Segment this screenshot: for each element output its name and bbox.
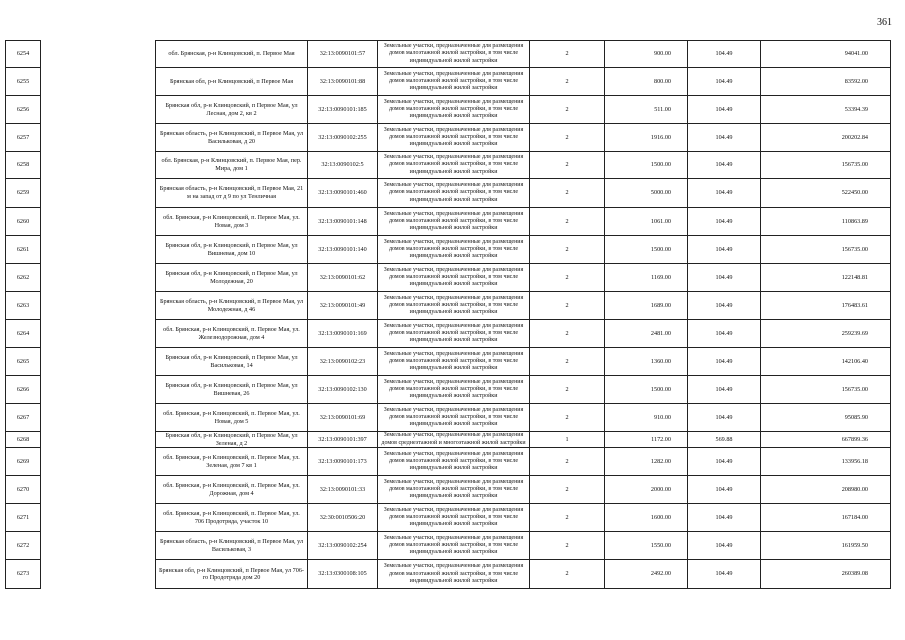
row-number-cell: 6269	[6, 448, 41, 476]
blank-cell	[41, 320, 156, 348]
cadastral-number-cell: 32:13:0090101:62	[308, 264, 378, 292]
blank-cell	[41, 236, 156, 264]
address-cell: обл. Брянская, р-н Клинцовский, п. Первое Мая, ул. Новая, дом 3	[156, 208, 308, 236]
table-row	[6, 504, 891, 532]
table-row	[6, 208, 891, 236]
unit-value-cell: 104.49	[688, 404, 761, 432]
use-group-cell: 2	[530, 448, 605, 476]
cadastral-number-cell: 32:13:0300108:105	[308, 560, 378, 589]
cadastral-value-cell: 133956.18	[761, 448, 891, 476]
table-row	[6, 41, 891, 68]
row-number-cell: 6258	[6, 152, 41, 179]
unit-value-cell: 104.49	[688, 560, 761, 589]
unit-value-cell: 104.49	[688, 179, 761, 208]
cadastral-number-cell: 32:13:0090102:254	[308, 532, 378, 560]
area-cell: 1916.00	[605, 124, 688, 152]
use-group-cell: 2	[530, 236, 605, 264]
row-number-cell: 6255	[6, 68, 41, 96]
area-cell: 1061.00	[605, 208, 688, 236]
address-cell: Брянская обл, р-н Клинцовский, п Первое Мая, ул Зеленая, д 2	[156, 432, 308, 448]
address-cell: Брянская обл, р-н Клинцовский, п Первое Мая, ул 706-го Продотряда дом 20	[156, 560, 308, 589]
unit-value-cell: 104.49	[688, 96, 761, 124]
table-row	[6, 292, 891, 320]
area-cell: 1689.00	[605, 292, 688, 320]
use-group-cell: 2	[530, 264, 605, 292]
blank-cell	[41, 348, 156, 376]
area-cell: 1550.00	[605, 532, 688, 560]
row-number-cell: 6270	[6, 476, 41, 504]
land-use-cell: Земельные участки, предназначенные для размещения домов малоэтажной жилой застройки, в том числе индивидуальной жилой застройки	[378, 152, 530, 179]
unit-value-cell: 104.49	[688, 448, 761, 476]
blank-cell	[41, 560, 156, 589]
cadastral-value-cell: 156735.00	[761, 376, 891, 404]
cadastral-number-cell: 32:13:0090101:460	[308, 179, 378, 208]
address-cell: Брянская обл, р-н Клинцовский, п Первое Мая, ул Молодежная, 20	[156, 264, 308, 292]
table-row	[6, 432, 891, 448]
row-number-cell: 6265	[6, 348, 41, 376]
cadastral-value-cell: 522450.00	[761, 179, 891, 208]
cadastral-number-cell: 32:13:0090101:49	[308, 292, 378, 320]
unit-value-cell: 104.49	[688, 320, 761, 348]
table-row	[6, 476, 891, 504]
use-group-cell: 2	[530, 504, 605, 532]
land-use-cell: Земельные участки, предназначенные для размещения домов малоэтажной жилой застройки, в том числе индивидуальной жилой застройки	[378, 179, 530, 208]
use-group-cell: 2	[530, 376, 605, 404]
unit-value-cell: 104.49	[688, 124, 761, 152]
address-cell: Брянская обл, р-н Клинцовский, п Первое Мая, ул Васильковая, 14	[156, 348, 308, 376]
use-group-cell: 2	[530, 152, 605, 179]
table-row	[6, 448, 891, 476]
use-group-cell: 1	[530, 432, 605, 448]
land-use-cell: Земельные участки, предназначенные для размещения домов малоэтажной жилой застройки, в том числе индивидуальной жилой застройки	[378, 292, 530, 320]
table-row	[6, 124, 891, 152]
row-number-cell: 6273	[6, 560, 41, 589]
area-cell: 2492.00	[605, 560, 688, 589]
cadastral-value-table	[5, 40, 891, 589]
cadastral-value-cell: 95085.90	[761, 404, 891, 432]
cadastral-number-cell: 32:13:0090101:397	[308, 432, 378, 448]
area-cell: 1169.00	[605, 264, 688, 292]
row-number-cell: 6264	[6, 320, 41, 348]
use-group-cell: 2	[530, 348, 605, 376]
cadastral-number-cell: 32:13:0090101:148	[308, 208, 378, 236]
area-cell: 1282.00	[605, 448, 688, 476]
blank-cell	[41, 504, 156, 532]
cadastral-number-cell: 32:13:0090102:5	[308, 152, 378, 179]
table-row	[6, 68, 891, 96]
unit-value-cell: 104.49	[688, 208, 761, 236]
area-cell: 1500.00	[605, 152, 688, 179]
address-cell: Брянская обл, р-н Клинцовский, п Первое Мая, ул Лесная, дом 2, кв 2	[156, 96, 308, 124]
address-cell: Брянская область, р-н Клинцовский, п Первое Мая, ул Молодежная, д 46	[156, 292, 308, 320]
cadastral-number-cell: 32:13:0090101:33	[308, 476, 378, 504]
land-use-cell: Земельные участки, предназначенные для размещения домов малоэтажной жилой застройки, в том числе индивидуальной жилой застройки	[378, 448, 530, 476]
blank-cell	[41, 404, 156, 432]
cadastral-value-cell: 156735.00	[761, 236, 891, 264]
address-cell: обл. Брянская, р-н Клинцовский, п. Первое Мая, ул. 706 Продотряда, участок 10	[156, 504, 308, 532]
unit-value-cell: 104.49	[688, 504, 761, 532]
blank-cell	[41, 96, 156, 124]
table-row	[6, 376, 891, 404]
row-number-cell: 6271	[6, 504, 41, 532]
unit-value-cell: 104.49	[688, 68, 761, 96]
row-number-cell: 6263	[6, 292, 41, 320]
address-cell: Брянская обл, р-н Клинцовский, п Первое Мая	[156, 68, 308, 96]
area-cell: 1500.00	[605, 376, 688, 404]
row-number-cell: 6268	[6, 432, 41, 448]
land-use-cell: Земельные участки, предназначенные для размещения домов малоэтажной жилой застройки, в том числе индивидуальной жилой застройки	[378, 208, 530, 236]
use-group-cell: 2	[530, 208, 605, 236]
row-number-cell: 6259	[6, 179, 41, 208]
cadastral-value-cell: 161959.50	[761, 532, 891, 560]
cadastral-number-cell: 32:13:0090101:69	[308, 404, 378, 432]
cadastral-number-cell: 32:30:0010506:20	[308, 504, 378, 532]
unit-value-cell: 104.49	[688, 292, 761, 320]
cadastral-value-cell: 83592.00	[761, 68, 891, 96]
use-group-cell: 2	[530, 476, 605, 504]
unit-value-cell: 104.49	[688, 264, 761, 292]
cadastral-value-cell: 156735.00	[761, 152, 891, 179]
unit-value-cell: 104.49	[688, 41, 761, 68]
table-row	[6, 264, 891, 292]
land-use-cell: Земельные участки, предназначенные для размещения домов малоэтажной жилой застройки, в том числе индивидуальной жилой застройки	[378, 404, 530, 432]
area-cell: 1172.00	[605, 432, 688, 448]
address-cell: обл. Брянская, р-н Клинцовский, п. Первое Мая	[156, 41, 308, 68]
use-group-cell: 2	[530, 96, 605, 124]
area-cell: 1500.00	[605, 236, 688, 264]
cadastral-number-cell: 32:13:0090102:23	[308, 348, 378, 376]
land-use-cell: Земельные участки, предназначенные для размещения домов малоэтажной жилой застройки, в том числе индивидуальной жилой застройки	[378, 348, 530, 376]
use-group-cell: 2	[530, 560, 605, 589]
row-number-cell: 6256	[6, 96, 41, 124]
blank-cell	[41, 124, 156, 152]
row-number-cell: 6261	[6, 236, 41, 264]
row-number-cell: 6262	[6, 264, 41, 292]
use-group-cell: 2	[530, 532, 605, 560]
cadastral-value-cell: 200202.84	[761, 124, 891, 152]
table-row	[6, 348, 891, 376]
use-group-cell: 2	[530, 404, 605, 432]
area-cell: 5000.00	[605, 179, 688, 208]
address-cell: Брянская обл, р-н Клинцовский, п Первое Мая, ул Вишневая, дом 10	[156, 236, 308, 264]
cadastral-value-cell: 167184.00	[761, 504, 891, 532]
land-use-cell: Земельные участки, предназначенные для размещения домов малоэтажной жилой застройки, в том числе индивидуальной жилой застройки	[378, 124, 530, 152]
table-row	[6, 236, 891, 264]
land-use-cell: Земельные участки, предназначенные для размещения домов малоэтажной жилой застройки, в том числе индивидуальной жилой застройки	[378, 264, 530, 292]
blank-cell	[41, 264, 156, 292]
blank-cell	[41, 292, 156, 320]
table-row	[6, 532, 891, 560]
blank-cell	[41, 68, 156, 96]
cadastral-value-cell: 142106.40	[761, 348, 891, 376]
row-number-cell: 6254	[6, 41, 41, 68]
use-group-cell: 2	[530, 68, 605, 96]
table-row	[6, 320, 891, 348]
blank-cell	[41, 179, 156, 208]
land-use-cell: Земельные участки, предназначенные для размещения домов малоэтажной жилой застройки, в том числе индивидуальной жилой застройки	[378, 476, 530, 504]
cadastral-value-cell: 53394.39	[761, 96, 891, 124]
row-number-cell: 6267	[6, 404, 41, 432]
land-use-cell: Земельные участки, предназначенные для размещения домов малоэтажной жилой застройки, в том числе индивидуальной жилой застройки	[378, 236, 530, 264]
use-group-cell: 2	[530, 292, 605, 320]
area-cell: 1360.00	[605, 348, 688, 376]
table-row	[6, 560, 891, 589]
blank-cell	[41, 476, 156, 504]
land-use-cell: Земельные участки, предназначенные для размещения домов малоэтажной жилой застройки, в том числе индивидуальной жилой застройки	[378, 376, 530, 404]
unit-value-cell: 104.49	[688, 532, 761, 560]
land-use-cell: Земельные участки, предназначенные для размещения домов малоэтажной жилой застройки, в том числе индивидуальной жилой застройки	[378, 504, 530, 532]
table-row	[6, 152, 891, 179]
use-group-cell: 2	[530, 124, 605, 152]
address-cell: обл. Брянская, р-н Клинцовский, п. Первое Мая, ул. Дорожная, дом 4	[156, 476, 308, 504]
cadastral-value-cell: 110863.89	[761, 208, 891, 236]
cadastral-number-cell: 32:13:0090101:173	[308, 448, 378, 476]
area-cell: 910.00	[605, 404, 688, 432]
cadastral-number-cell: 32:13:0090102:130	[308, 376, 378, 404]
cadastral-number-cell: 32:13:0090101:140	[308, 236, 378, 264]
land-use-cell: Земельные участки, предназначенные для размещения домов малоэтажной жилой застройки, в том числе индивидуальной жилой застройки	[378, 96, 530, 124]
address-cell: Брянская область, р-н Клинцовский, п Первое Мая, ул Васильковая, д 20	[156, 124, 308, 152]
address-cell: Брянская область, р-н Клинцовский, п Первое Мая, ул Васильковая, 3	[156, 532, 308, 560]
area-cell: 1600.00	[605, 504, 688, 532]
address-cell: Брянская обл, р-н Клинцовский, п Первое Мая, ул Вишневая, 26	[156, 376, 308, 404]
use-group-cell: 2	[530, 41, 605, 68]
unit-value-cell: 104.49	[688, 376, 761, 404]
cadastral-number-cell: 32:13:0090101:88	[308, 68, 378, 96]
blank-cell	[41, 208, 156, 236]
cadastral-value-cell: 122148.81	[761, 264, 891, 292]
area-cell: 800.00	[605, 68, 688, 96]
row-number-cell: 6272	[6, 532, 41, 560]
area-cell: 2000.00	[605, 476, 688, 504]
land-use-cell: Земельные участки, предназначенные для размещения домов среднеэтажной и многоэтажной жилой застройки	[378, 432, 530, 448]
blank-cell	[41, 152, 156, 179]
cadastral-number-cell: 32:13:0090101:57	[308, 41, 378, 68]
cadastral-number-cell: 32:13:0090101:185	[308, 96, 378, 124]
blank-cell	[41, 41, 156, 68]
blank-cell	[41, 376, 156, 404]
row-number-cell: 6257	[6, 124, 41, 152]
blank-cell	[41, 532, 156, 560]
cadastral-value-cell: 260389.08	[761, 560, 891, 589]
cadastral-value-cell: 667899.36	[761, 432, 891, 448]
area-cell: 900.00	[605, 41, 688, 68]
land-use-cell: Земельные участки, предназначенные для размещения домов малоэтажной жилой застройки, в том числе индивидуальной жилой застройки	[378, 532, 530, 560]
address-cell: обл. Брянская, р-н Клинцовский, п. Первое Мая, ул. Новая, дом 5	[156, 404, 308, 432]
blank-cell	[41, 448, 156, 476]
land-use-cell: Земельные участки, предназначенные для размещения домов малоэтажной жилой застройки, в том числе индивидуальной жилой застройки	[378, 320, 530, 348]
table-row	[6, 179, 891, 208]
table-row	[6, 404, 891, 432]
use-group-cell: 2	[530, 320, 605, 348]
area-cell: 511.00	[605, 96, 688, 124]
address-cell: Брянская область, р-н Клинцовский, п Первое Мая, 21 м на запад от д 9 по ул Тенличная	[156, 179, 308, 208]
area-cell: 2481.00	[605, 320, 688, 348]
blank-cell	[41, 432, 156, 448]
cadastral-value-cell: 94041.00	[761, 41, 891, 68]
cadastral-value-cell: 208980.00	[761, 476, 891, 504]
address-cell: обл. Брянская, р-н Клинцовский, п. Первое Мая, ул. Железнодорожная, дом 4	[156, 320, 308, 348]
use-group-cell: 2	[530, 179, 605, 208]
unit-value-cell: 104.49	[688, 348, 761, 376]
cadastral-number-cell: 32:13:0090101:169	[308, 320, 378, 348]
row-number-cell: 6260	[6, 208, 41, 236]
address-cell: обл. Брянская, р-н Клинцовский, п. Первое Мая, ул. Зеленая, дом 7 кв 1	[156, 448, 308, 476]
row-number-cell: 6266	[6, 376, 41, 404]
cadastral-value-cell: 259239.69	[761, 320, 891, 348]
unit-value-cell: 569.88	[688, 432, 761, 448]
land-use-cell: Земельные участки, предназначенные для размещения домов малоэтажной жилой застройки, в том числе индивидуальной жилой застройки	[378, 560, 530, 589]
page-number: 361	[877, 17, 892, 28]
table-row	[6, 96, 891, 124]
land-use-cell: Земельные участки, предназначенные для размещения домов малоэтажной жилой застройки, в том числе индивидуальной жилой застройки	[378, 41, 530, 68]
unit-value-cell: 104.49	[688, 152, 761, 179]
cadastral-value-cell: 176483.61	[761, 292, 891, 320]
cadastral-number-cell: 32:13:0090102:255	[308, 124, 378, 152]
unit-value-cell: 104.49	[688, 476, 761, 504]
land-use-cell: Земельные участки, предназначенные для размещения домов малоэтажной жилой застройки, в том числе индивидуальной жилой застройки	[378, 68, 530, 96]
unit-value-cell: 104.49	[688, 236, 761, 264]
address-cell: обл. Брянская, р-н Клинцовский, п. Первое Мая, пер. Мира, дом 1	[156, 152, 308, 179]
